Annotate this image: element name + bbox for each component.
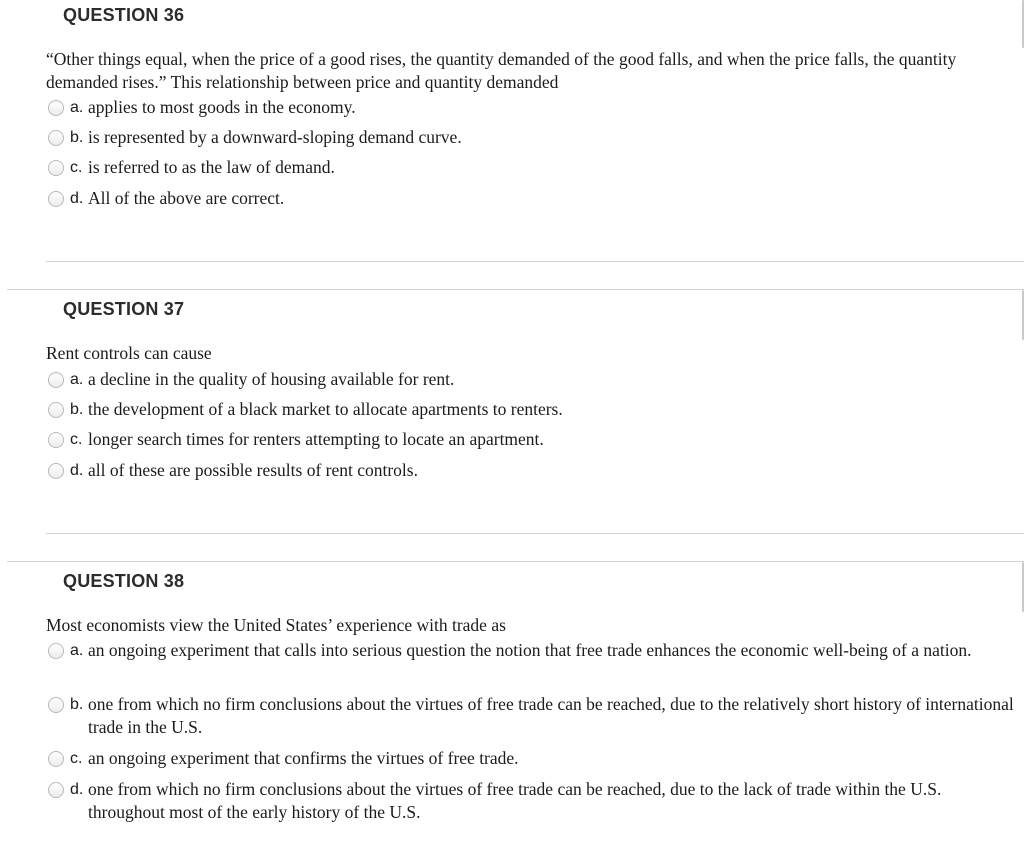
option-text: an ongoing experiment that confirms the virtues of free trade. bbox=[88, 748, 519, 768]
radio-button[interactable] bbox=[48, 191, 64, 207]
option-text: All of the above are correct. bbox=[88, 188, 285, 208]
radio-button[interactable] bbox=[48, 697, 64, 713]
option-text: applies to most goods in the economy. bbox=[88, 97, 356, 117]
answer-option-a[interactable] bbox=[48, 368, 1014, 391]
question-title: QUESTION 37 bbox=[63, 299, 185, 319]
question-text: “Other things equal, when the price of a good rises, the quantity demanded of the good falls, and when the price falls, the quantity demanded rises.” This relationship between price and quantity demanded bbox=[46, 49, 957, 92]
answer-option-c[interactable] bbox=[48, 156, 1014, 179]
radio-button[interactable] bbox=[48, 463, 64, 479]
option-text: is referred to as the law of demand. bbox=[88, 157, 335, 177]
option-text: a decline in the quality of housing available for rent. bbox=[88, 369, 455, 389]
answer-option-d[interactable] bbox=[48, 778, 1014, 824]
radio-button[interactable] bbox=[48, 372, 64, 388]
option-letter: d. bbox=[70, 462, 84, 479]
option-letter: a. bbox=[70, 99, 84, 116]
question-title: QUESTION 38 bbox=[63, 571, 185, 591]
question-separator bbox=[7, 561, 1024, 562]
option-text: one from which no firm conclusions about the virtues of free trade can be reached, due to the relatively short history of international trade in the U.S. bbox=[88, 694, 1014, 737]
option-text: is represented by a downward-sloping demand curve. bbox=[88, 127, 462, 147]
radio-button[interactable] bbox=[48, 432, 64, 448]
radio-button[interactable] bbox=[48, 402, 64, 418]
option-letter: b. bbox=[70, 401, 84, 418]
answer-option-b[interactable] bbox=[48, 398, 1014, 421]
option-letter: b. bbox=[70, 696, 84, 713]
answer-option-b[interactable] bbox=[48, 126, 1014, 149]
radio-button[interactable] bbox=[48, 643, 64, 659]
answer-option-a[interactable] bbox=[48, 639, 1014, 662]
answer-option-a[interactable] bbox=[48, 96, 1014, 119]
radio-button[interactable] bbox=[48, 782, 64, 798]
radio-button[interactable] bbox=[48, 160, 64, 176]
question-title: QUESTION 36 bbox=[63, 5, 185, 25]
radio-button[interactable] bbox=[48, 130, 64, 146]
option-letter: b. bbox=[70, 129, 84, 146]
option-letter: a. bbox=[70, 642, 84, 659]
option-text: the development of a black market to allocate apartments to renters. bbox=[88, 399, 563, 419]
option-text: longer search times for renters attempting to locate an apartment. bbox=[88, 429, 544, 449]
option-letter: c. bbox=[70, 750, 83, 767]
option-letter: d. bbox=[70, 781, 84, 798]
option-letter: c. bbox=[70, 431, 83, 448]
option-letter: a. bbox=[70, 371, 84, 388]
option-letter: d. bbox=[70, 190, 84, 207]
option-text: all of these are possible results of rent controls. bbox=[88, 460, 418, 480]
divider bbox=[46, 261, 1024, 262]
divider bbox=[46, 533, 1024, 534]
question-text: Most economists view the United States’ experience with trade as bbox=[46, 615, 506, 635]
answer-option-d[interactable] bbox=[48, 459, 1014, 482]
question-text: Rent controls can cause bbox=[46, 343, 212, 363]
radio-button[interactable] bbox=[48, 100, 64, 116]
answer-option-c[interactable] bbox=[48, 428, 1014, 451]
option-letter: c. bbox=[70, 159, 83, 176]
answer-option-b[interactable] bbox=[48, 693, 1014, 739]
option-text: one from which no firm conclusions about the virtues of free trade can be reached, due to the lack of trade within the U.S. throughout most of the early history of the U.S. bbox=[88, 779, 942, 822]
answer-option-c[interactable] bbox=[48, 747, 1014, 770]
answer-option-d[interactable] bbox=[48, 187, 1014, 210]
question-separator bbox=[7, 289, 1024, 290]
option-text: an ongoing experiment that calls into serious question the notion that free trade enhances the economic well-being of a nation. bbox=[88, 640, 972, 660]
radio-button[interactable] bbox=[48, 751, 64, 767]
